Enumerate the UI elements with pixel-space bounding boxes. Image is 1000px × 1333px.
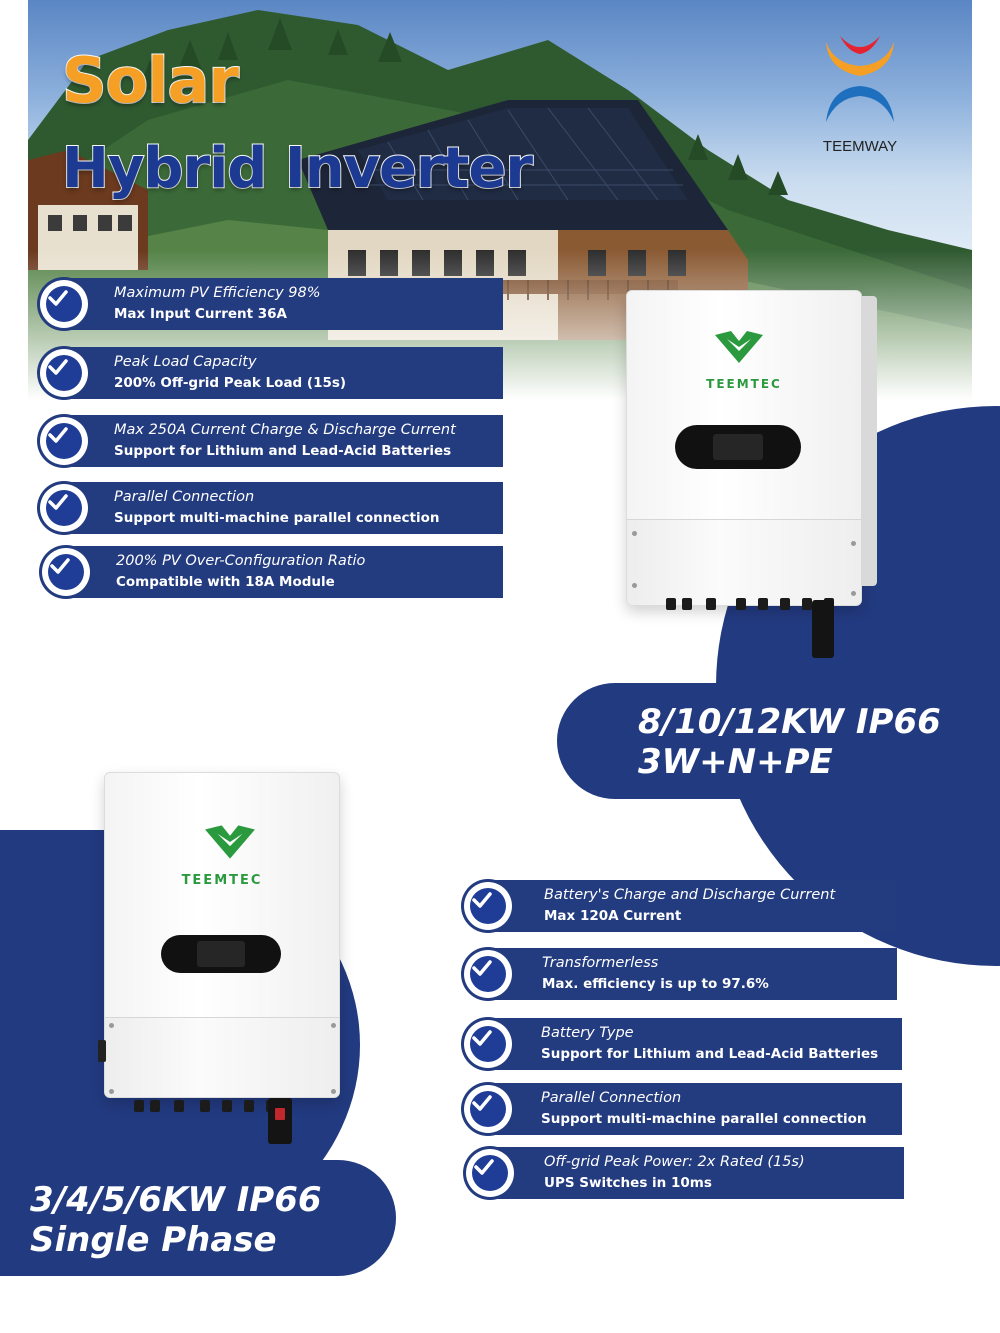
title-hybrid-inverter: Hybrid Inverter [62, 136, 533, 201]
model-bottom-line1: 3/4/5/6KW IP66 [30, 1180, 322, 1220]
teemtec-brand: TEEMTEC [706, 377, 782, 391]
feature-bottom-3 [468, 1018, 902, 1070]
feature-detail: Support multi-machine parallel connection [541, 1111, 867, 1127]
feature-detail: Support for Lithium and Lead-Acid Batteries [541, 1046, 879, 1062]
model-label-bottom [30, 1180, 322, 1260]
feature-detail: 200% Off-grid Peak Load (15s) [114, 375, 347, 391]
inverter-top-image [626, 290, 862, 606]
feature-top-4 [44, 482, 503, 534]
feature-bottom-1 [468, 880, 897, 932]
feature-title: Max 250A Current Charge & Discharge Current [114, 422, 456, 438]
title-solar: Solar [62, 44, 238, 117]
model-label-top [638, 702, 941, 782]
teemway-logo-icon [822, 30, 898, 130]
feature-title: Parallel Connection [114, 489, 255, 505]
feature-title: Maximum PV Efficiency 98% [114, 285, 321, 301]
feature-top-5 [46, 546, 503, 598]
inverter-bottom-switch [268, 1098, 292, 1144]
check-icon [464, 1020, 512, 1068]
feature-detail: Max. efficiency is up to 97.6% [542, 976, 769, 992]
feature-title: Battery's Charge and Discharge Current [544, 887, 836, 903]
feature-top-1 [44, 278, 503, 330]
feature-detail: Max Input Current 36A [114, 306, 288, 322]
feature-title: Battery Type [541, 1025, 634, 1041]
feature-detail: Support for Lithium and Lead-Acid Batteries [114, 443, 452, 459]
feature-bottom-2 [468, 948, 897, 1000]
check-icon [42, 548, 90, 596]
check-icon [466, 1149, 514, 1197]
display-panel [675, 425, 801, 469]
inverter-bottom-handle [98, 1040, 106, 1062]
feature-top-3 [44, 415, 503, 467]
inverter-bottom-image [104, 772, 340, 1098]
inverter-top-side [861, 296, 877, 586]
feature-title: Parallel Connection [541, 1090, 682, 1106]
feature-detail: Support multi-machine parallel connection [114, 510, 440, 526]
check-icon [464, 882, 512, 930]
display-panel [161, 935, 281, 973]
feature-top-2 [44, 347, 503, 399]
feature-title: Transformerless [542, 955, 659, 971]
check-icon [40, 417, 88, 465]
feature-bottom-4 [468, 1083, 902, 1135]
feature-detail: UPS Switches in 10ms [544, 1175, 712, 1191]
check-icon [40, 280, 88, 328]
teemway-logo [812, 30, 908, 160]
feature-detail: Max 120A Current [544, 908, 682, 924]
model-top-line1: 8/10/12KW IP66 [638, 702, 941, 742]
check-icon [464, 1085, 512, 1133]
teemtec-logo [203, 823, 257, 861]
check-icon [40, 349, 88, 397]
check-icon [40, 484, 88, 532]
model-top-line2: 3W+N+PE [638, 742, 833, 783]
feature-detail: Compatible with 18A Module [116, 574, 335, 590]
feature-title: Peak Load Capacity [114, 354, 257, 370]
inverter-top-switch [812, 600, 834, 658]
teemway-brand-name: TEEMWAY [822, 138, 898, 155]
teemtec-brand: TEEMTEC [181, 873, 263, 888]
teemtec-logo [713, 329, 765, 365]
check-icon [464, 950, 512, 998]
model-bottom-line2: Single Phase [30, 1220, 277, 1261]
feature-title: 200% PV Over-Configuration Ratio [116, 553, 366, 569]
feature-title: Off-grid Peak Power: 2x Rated (15s) [544, 1154, 805, 1170]
feature-bottom-5 [470, 1147, 904, 1199]
